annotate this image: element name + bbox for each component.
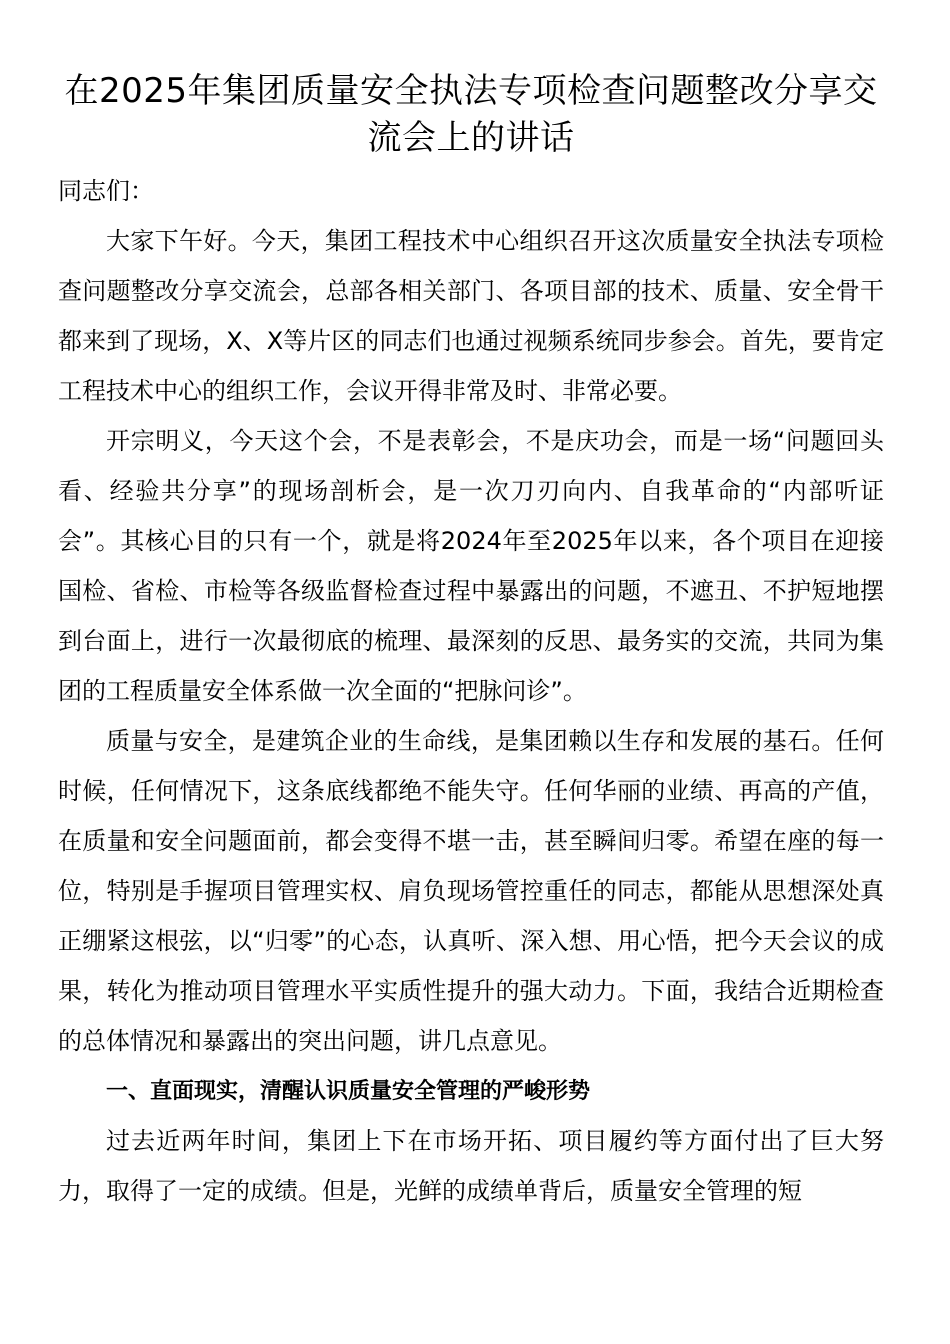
section-heading-1: 一、直面现实，清醒认识质量安全管理的严峻形势 xyxy=(106,1078,591,1104)
paragraph-purpose: 开宗明义，今天这个会，不是表彰会，不是庆功会，而是一场“问题回头看、经验共分享”的现场剖析会，是一次刀刃向内、自我革命的“内部听证会”。其核心目的只有一个，就是将2024年至2025年以来，各个项目在迎接国检、省检、市检等各级监督检查过程中暴露出的问题，不遮丑、不护短地摆到台面上，进行一次最彻底的梳理、最深刻的反思、最务实的交流，共同为集团的工程质量安全体系做一次全面的“把脉问诊”。 xyxy=(58,427,884,705)
salutation: 同志们： xyxy=(58,177,154,205)
paragraph-opening: 大家下午好。今天，集团工程技术中心组织召开这次质量安全执法专项检查问题整改分享交流会，总部各相关部门、各项目部的技术、质量、安全骨干都来到了现场，X、X等片区的同志们也通过视频系统同步参会。首先，要肯定工程技术中心的组织工作，会议开得非常及时、非常必要。 xyxy=(58,227,884,405)
paragraph-quality-safety: 质量与安全，是建筑企业的生命线，是集团赖以生存和发展的基石。任何时候，任何情况下，这条底线都绝不能失守。任何华丽的业绩、再高的产值，在质量和安全问题面前，都会变得不堪一击，甚至瞬间归零。希望在座的每一位，特别是手握项目管理实权、肩负现场管控重任的同志，都能从思想深处真正绷紧这根弦，以“归零”的心态，认真听、深入想、用心悟，把今天会议的成果，转化为推动项目管理水平实质性提升的强大动力。下面，我结合近期检查的总体情况和暴露出的突出问题，讲几点意见。 xyxy=(58,727,884,1055)
document-title: 在2025年集团质量安全执法专项检查问题整改分享交流会上的讲话 xyxy=(64,71,878,158)
paragraph-section-1: 过去近两年时间，集团上下在市场开拓、项目履约等方面付出了巨大努力，取得了一定的成绩。但是，光鲜的成绩单背后，质量安全管理的短 xyxy=(58,1127,884,1205)
document-page xyxy=(58,68,884,1216)
